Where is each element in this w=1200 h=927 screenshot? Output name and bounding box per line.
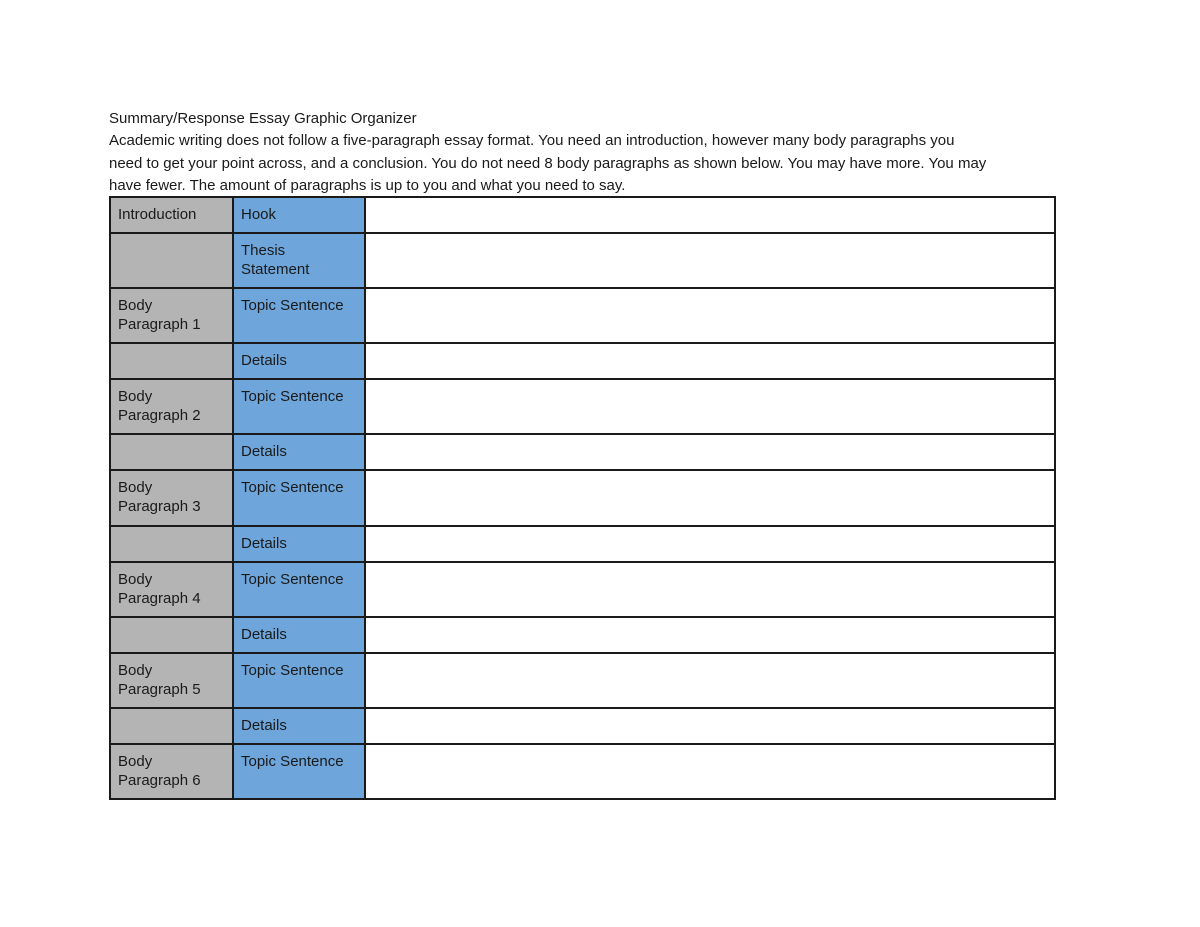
document-intro <box>109 130 1099 198</box>
table-row <box>110 288 1055 343</box>
graphic-organizer-table <box>109 196 1056 800</box>
answer-cell[interactable] <box>365 288 1055 343</box>
table-row <box>110 617 1055 653</box>
label-cell: Hook <box>233 197 365 233</box>
section-cell: Body Paragraph 4 <box>110 562 233 617</box>
intro-line: need to get your point across, and a conclusion. You do not need 8 body paragraphs as shown below. You may have more. You may <box>109 154 987 172</box>
section-cell: Body Paragraph 2 <box>110 379 233 434</box>
table-row <box>110 434 1055 470</box>
section-cell <box>110 708 233 744</box>
section-cell <box>110 617 233 653</box>
label-cell: Topic Sentence <box>233 744 365 799</box>
section-cell: Introduction <box>110 197 233 233</box>
answer-cell[interactable] <box>365 470 1055 526</box>
answer-cell[interactable] <box>365 434 1055 470</box>
label-cell: Details <box>233 708 365 744</box>
answer-cell[interactable] <box>365 343 1055 379</box>
label-cell: Topic Sentence <box>233 653 365 708</box>
answer-cell[interactable] <box>365 197 1055 233</box>
intro-line: Academic writing does not follow a five-paragraph essay format. You need an introduction, however many body paragraphs you <box>109 132 955 149</box>
label-cell: Details <box>233 343 365 379</box>
label-cell: Topic Sentence <box>233 470 365 526</box>
table-row <box>110 526 1055 562</box>
table-row <box>110 379 1055 434</box>
table-row <box>110 744 1055 799</box>
label-cell: Topic Sentence <box>233 288 365 343</box>
table-row <box>110 562 1055 617</box>
label-cell: Thesis Statement <box>233 233 365 288</box>
answer-cell[interactable] <box>365 744 1055 799</box>
section-cell: Body Paragraph 6 <box>110 744 233 799</box>
answer-cell[interactable] <box>365 617 1055 653</box>
section-cell <box>110 233 233 288</box>
section-cell: Body Paragraph 1 <box>110 288 233 343</box>
answer-cell[interactable] <box>365 708 1055 744</box>
section-cell <box>110 343 233 379</box>
label-cell: Topic Sentence <box>233 562 365 617</box>
label-cell: Topic Sentence <box>233 379 365 434</box>
answer-cell[interactable] <box>365 653 1055 708</box>
answer-cell[interactable] <box>365 526 1055 562</box>
table-row <box>110 233 1055 288</box>
table-row <box>110 343 1055 379</box>
document-title: Summary/Response Essay Graphic Organizer <box>109 110 417 127</box>
label-cell: Details <box>233 617 365 653</box>
answer-cell[interactable] <box>365 233 1055 288</box>
section-cell: Body Paragraph 5 <box>110 653 233 708</box>
document-header <box>109 108 1099 198</box>
section-cell: Body Paragraph 3 <box>110 470 233 526</box>
label-cell: Details <box>233 526 365 562</box>
table-row <box>110 470 1055 526</box>
table-row <box>110 653 1055 708</box>
intro-line: have fewer. The amount of paragraphs is up to you and what you need to say. <box>109 177 626 194</box>
table-row <box>110 708 1055 744</box>
section-cell <box>110 526 233 562</box>
answer-cell[interactable] <box>365 379 1055 434</box>
answer-cell[interactable] <box>365 562 1055 617</box>
label-cell: Details <box>233 434 365 470</box>
section-cell <box>110 434 233 470</box>
table-row <box>110 197 1055 233</box>
